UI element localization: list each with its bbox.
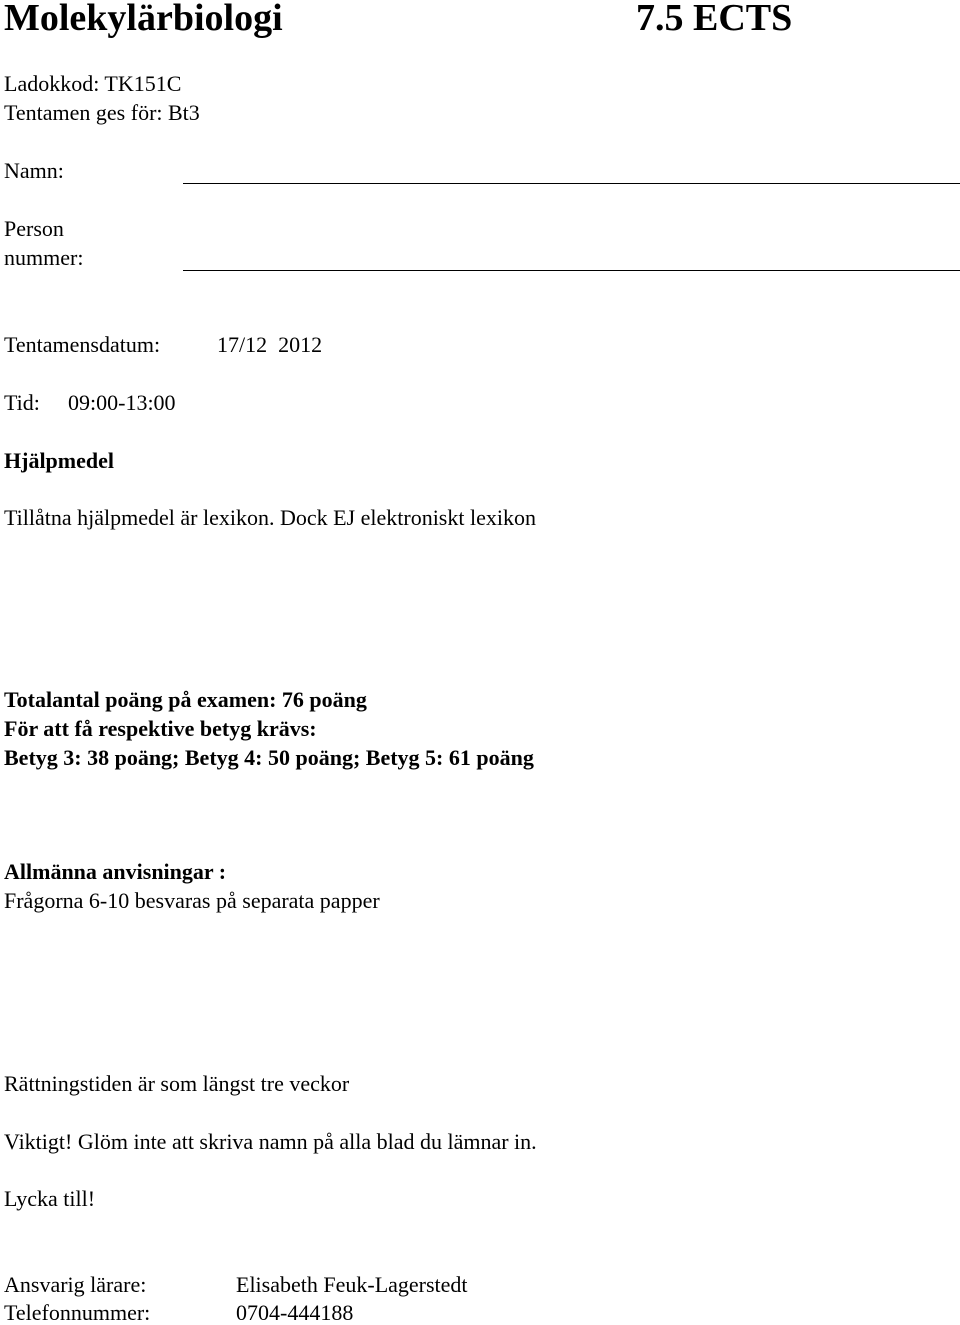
grade-thresholds: Betyg 3: 38 poäng; Betyg 4: 50 poäng; Betyg 5: 61 poäng: [4, 745, 534, 770]
exam-time-label: Tid:: [4, 390, 40, 415]
correction-time-note: Rättningstiden är som längst tre veckor: [4, 1071, 350, 1096]
person-number-line[interactable]: [183, 270, 960, 271]
course-title: Molekylärbiologi: [4, 0, 283, 39]
instructions-heading: Allmänna anvisningar :: [4, 859, 227, 884]
exam-date-label: Tentamensdatum:: [4, 332, 161, 357]
important-note: Viktigt! Glöm inte att skriva namn på alla blad du lämnar in.: [4, 1129, 537, 1154]
aids-text: Tillåtna hjälpmedel är lexikon. Dock EJ elektroniskt lexikon: [4, 505, 536, 530]
teacher-name: Elisabeth Feuk-Lagerstedt: [236, 1272, 468, 1297]
exam-given-for: Tentamen ges för: Bt3: [4, 100, 200, 125]
person-number-label-line2: nummer:: [4, 245, 84, 270]
aids-heading: Hjälpmedel: [4, 448, 114, 473]
phone-label: Telefonnummer:: [4, 1300, 151, 1325]
course-credits: 7.5 ECTS: [636, 0, 793, 39]
teacher-label: Ansvarig lärare:: [4, 1272, 147, 1297]
exam-time-value: 09:00-13:00: [68, 390, 176, 415]
ladok-code: Ladokkod: TK151C: [4, 71, 182, 96]
name-label: Namn:: [4, 158, 64, 183]
good-luck-note: Lycka till!: [4, 1186, 96, 1211]
instructions-text: Frågorna 6-10 besvaras på separata papper: [4, 888, 380, 913]
exam-date-value: 17/12 2012: [217, 332, 323, 357]
phone-value: 0704-444188: [236, 1300, 354, 1325]
total-points: Totalantal poäng på examen: 76 poäng: [4, 687, 367, 712]
person-number-label-line1: Person: [4, 216, 64, 241]
name-line[interactable]: [183, 183, 960, 184]
grade-requirement: För att få respektive betyg krävs:: [4, 716, 317, 741]
